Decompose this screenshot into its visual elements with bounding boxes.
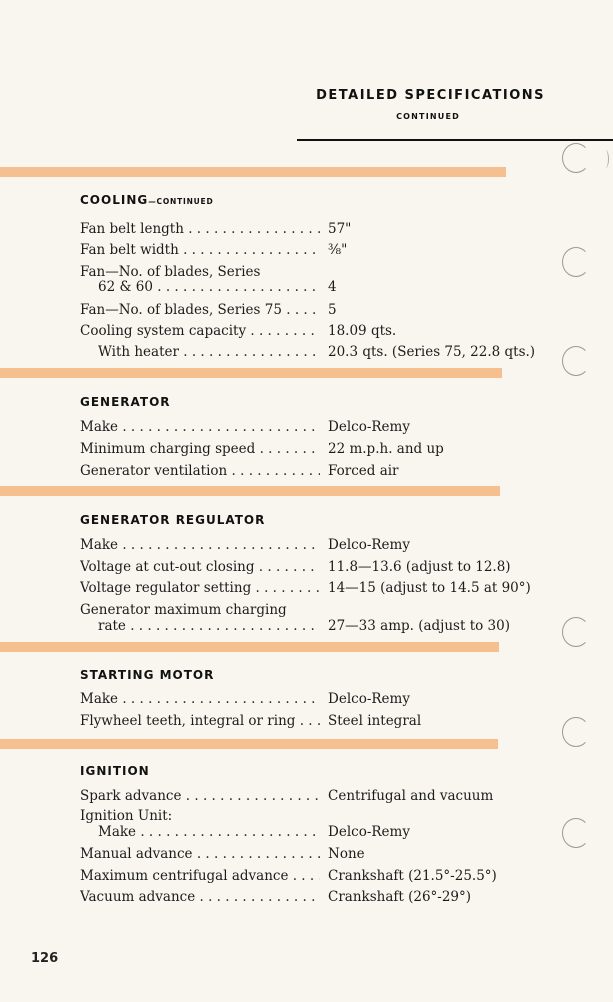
spec-value: Delco-Remy	[328, 824, 410, 840]
page-subtitle: CONTINUED	[396, 112, 460, 121]
spec-value: 27—33 amp. (adjust to 30)	[328, 618, 510, 634]
section-divider-band	[0, 642, 499, 652]
spec-value: Crankshaft (26°-29°)	[328, 889, 472, 905]
binder-hole	[562, 346, 590, 376]
section-divider-band	[0, 368, 502, 378]
spec-label: Fan belt length . . .	[80, 221, 320, 237]
spec-value: ⅜"	[328, 242, 348, 258]
binder-hole	[562, 818, 590, 848]
section-heading-generator-regulator: GENERATOR REGULATOR	[80, 513, 266, 527]
spec-value: 11.8—13.6 (adjust to 12.8)	[328, 559, 511, 575]
spec-label: Voltage regulator setting . . .	[80, 580, 320, 596]
page-title: DETAILED SPECIFICATIONS	[316, 88, 545, 103]
spec-label: 62 & 60 . . .	[98, 279, 320, 295]
section-divider-band	[0, 486, 500, 496]
spec-value: 4	[328, 279, 337, 295]
binder-hole	[562, 717, 590, 747]
spec-value: None	[328, 846, 365, 862]
spec-label: Minimum charging speed . . .	[80, 441, 320, 457]
section-divider-band	[0, 167, 506, 177]
spec-label: Vacuum advance . . .	[80, 889, 320, 905]
spec-label: Cooling system capacity . . .	[80, 323, 320, 339]
section-heading-ignition: IGNITION	[80, 764, 150, 778]
spec-value: Delco-Remy	[328, 419, 410, 435]
spec-label: Make . . .	[80, 419, 320, 435]
spec-value: 22 m.p.h. and up	[328, 441, 444, 457]
spec-label: Flywheel teeth, integral or ring . . .	[80, 713, 320, 729]
spec-value: Delco-Remy	[328, 537, 410, 553]
spec-value: Delco-Remy	[328, 691, 410, 707]
binder-hole	[562, 617, 590, 647]
spec-value: Crankshaft (21.5°-25.5°)	[328, 868, 497, 884]
heading-continued-suffix: —CONTINUED	[148, 197, 214, 206]
spec-label: rate . . .	[98, 618, 320, 634]
spec-value: 5	[328, 302, 337, 318]
section-heading-generator: GENERATOR	[80, 395, 171, 409]
spec-label: Spark advance . . .	[80, 788, 320, 804]
spec-label: Fan—No. of blades, Series 75 . . .	[80, 302, 320, 318]
spec-label: Make . . .	[80, 537, 320, 553]
spec-value: 57"	[328, 221, 352, 237]
spec-value: 14—15 (adjust to 14.5 at 90°)	[328, 580, 531, 596]
section-heading-cooling: COOLING—CONTINUED	[80, 193, 214, 207]
spec-label: Make . . .	[98, 824, 320, 840]
spec-label: Maximum centrifugal advance . . .	[80, 868, 320, 884]
spec-label-line: Ignition Unit:	[80, 808, 173, 824]
spec-label: With heater . . .	[98, 344, 320, 360]
header-rule	[297, 139, 613, 141]
spec-value: 18.09 qts.	[328, 323, 397, 339]
spec-label-line: Fan—No. of blades, Series	[80, 264, 261, 280]
binder-hole	[562, 247, 590, 277]
page-number: 126	[31, 951, 59, 966]
spec-value: Centrifugal and vacuum	[328, 788, 494, 804]
binder-hole	[562, 143, 590, 173]
spec-label: Generator ventilation . . .	[80, 463, 320, 479]
spec-value: 20.3 qts. (Series 75, 22.8 qts.)	[328, 344, 536, 360]
spec-label: Make . . .	[80, 691, 320, 707]
spec-label: Manual advance . . .	[80, 846, 320, 862]
spec-value: Forced air	[328, 463, 399, 479]
spec-value: Steel integral	[328, 713, 422, 729]
spec-label: Voltage at cut-out closing . . .	[80, 559, 320, 575]
section-heading-starting-motor: STARTING MOTOR	[80, 668, 215, 682]
binder-hole-edge	[602, 150, 609, 168]
spec-label: Fan belt width . . .	[80, 242, 320, 258]
section-divider-band	[0, 739, 498, 749]
spec-label-line: Generator maximum charging	[80, 602, 287, 618]
